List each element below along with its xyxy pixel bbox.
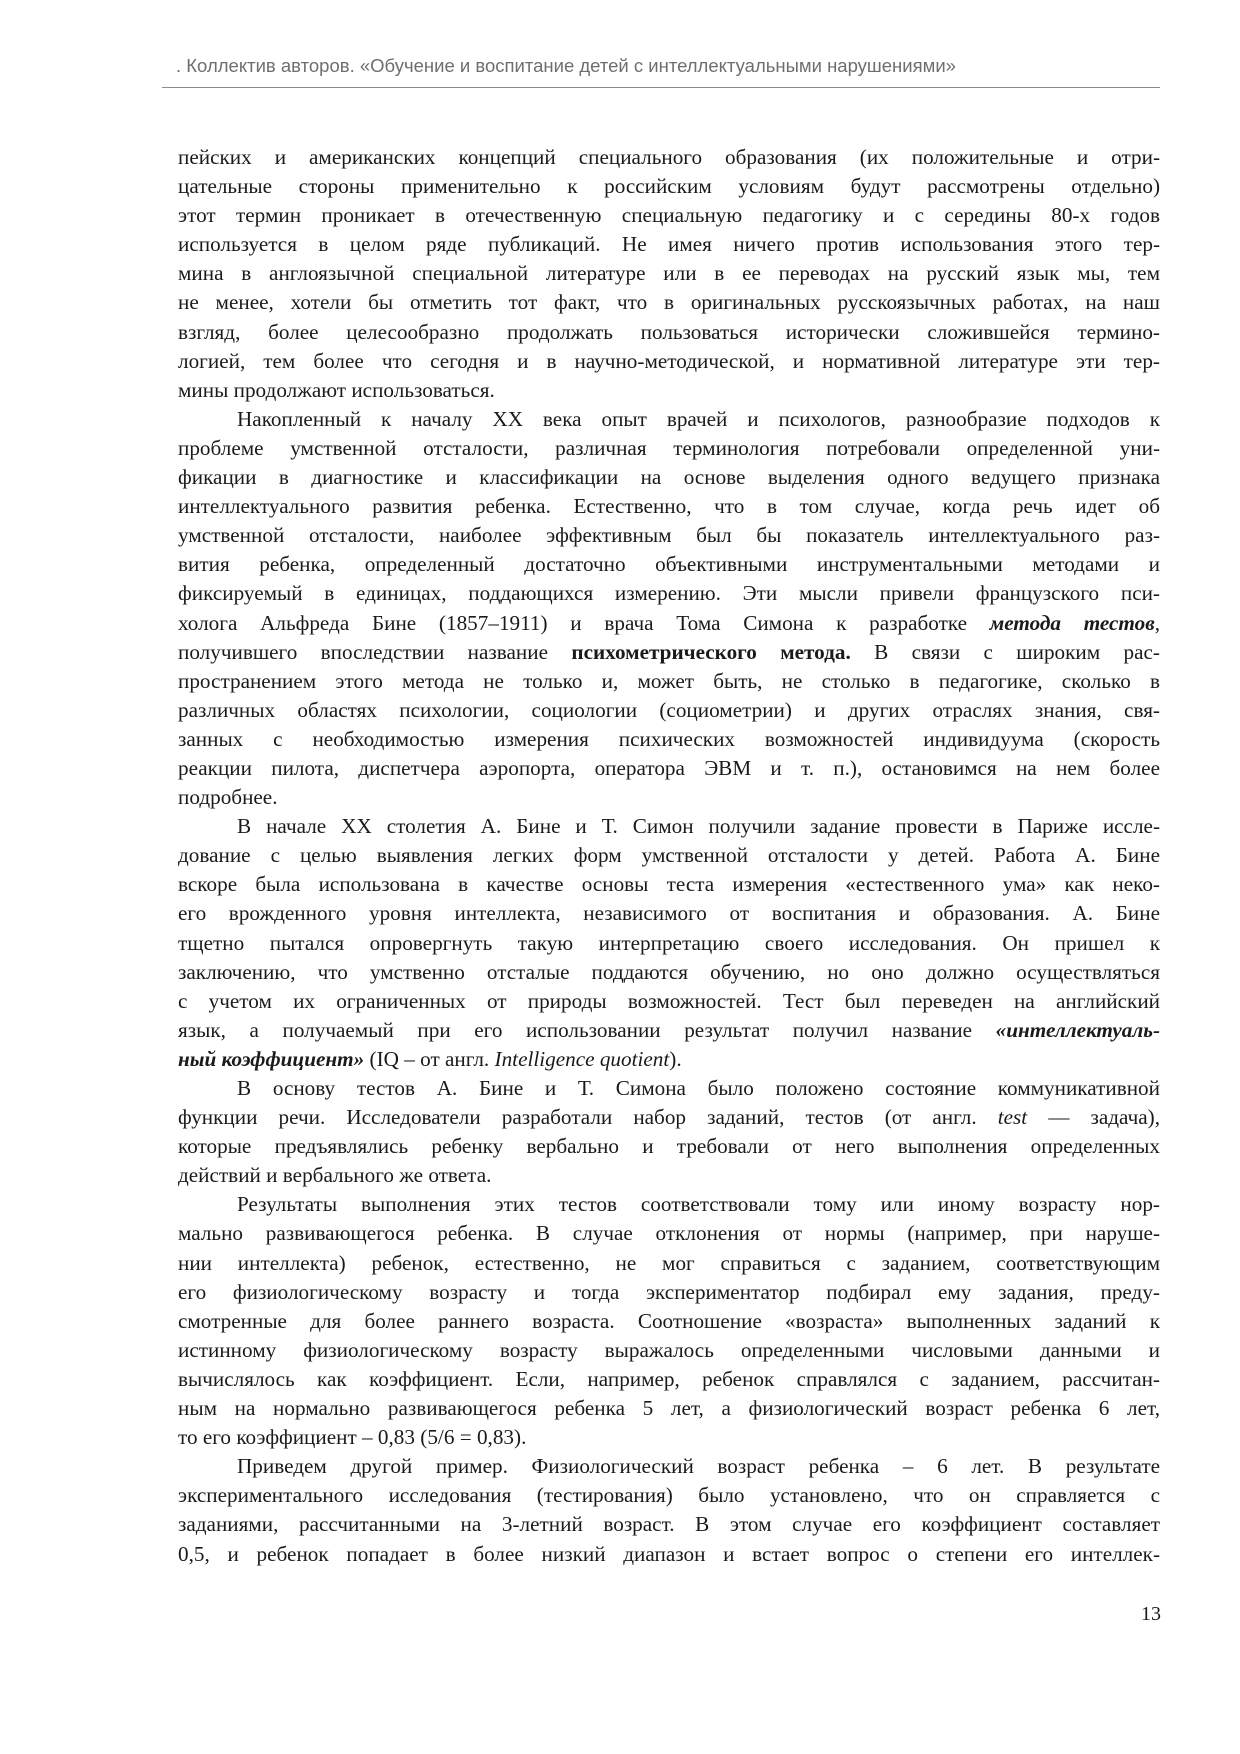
text-line: В начале XX столетия А. Бине и Т. Симон получили задание провести в Париже иссле- — [237, 814, 1160, 839]
text-run: — задача), — [1027, 1105, 1160, 1130]
text-line — [178, 638, 1160, 667]
running-header: . Коллектив авторов. «Обучение и воспитание детей с интеллектуальными нарушениями» — [176, 55, 956, 76]
text-line: истинному физиологическому возрасту выражалось определенными числовыми данными и — [178, 1337, 1160, 1362]
text-line: Приведем другой пример. Физиологический возраст ребенка – 6 лет. В результате — [237, 1454, 1160, 1479]
text-line: 0,5, и ребенок попадает в более низкий диапазон и встает вопрос о степени его интеллек- — [178, 1541, 1160, 1566]
term-iq-cont: ный коэффициент» — [178, 1046, 365, 1071]
text-line: вскоре была использована в качестве основы теста измерения «естественного ума» как неко- — [178, 872, 1160, 897]
text-run: В связи с широким рас- — [850, 639, 1160, 664]
text-line: проблеме умственной отсталости, различная терминология потребовали определенной уни- — [178, 435, 1160, 460]
text-line: этот термин проникает в отечественную специальную педагогику и с середины 80-х годов — [178, 203, 1160, 228]
text-line: подробнее. — [178, 785, 278, 810]
text-line — [178, 1016, 1160, 1045]
paragraph-5 — [178, 1190, 1160, 1452]
body-text — [178, 143, 1160, 1569]
paragraph-6 — [178, 1452, 1160, 1568]
text-line: фикации в диагностике и классификации на основе выделения одного ведущего признака — [178, 465, 1160, 490]
text-line — [178, 609, 1160, 638]
paragraph-1 — [178, 143, 1160, 405]
text-line: различных областях психологии, социологии (социометрии) и других отраслях знания, свя- — [178, 697, 1160, 722]
text-line: логией, тем более что сегодня и в научно-методической, и нормативной литературе эти тер- — [178, 348, 1160, 373]
text-run: ). — [669, 1046, 682, 1071]
text-line: ным на нормально развивающегося ребенка 5 лет, а физиологический возраст ребенка 6 лет, — [178, 1396, 1160, 1421]
text-line: мально развивающегося ребенка. В случае отклонения от нормы (например, при наруше- — [178, 1221, 1160, 1246]
text-run: (IQ – от англ. — [364, 1046, 495, 1071]
text-line: Результаты выполнения этих тестов соответствовали тому или иному возрасту нор- — [237, 1192, 1160, 1217]
text-line: пейских и американских концепций специального образования (их положительные и отри- — [178, 145, 1160, 169]
paragraph-4 — [178, 1074, 1160, 1190]
text-run: , — [1154, 610, 1160, 635]
text-line: используется в целом ряде публикаций. Не имея ничего против использования этого тер- — [178, 232, 1160, 257]
text-line: занных с необходимостью измерения психических возможностей индивидуума (скорость — [178, 726, 1160, 751]
term-psychometric-method: психометрического метода. — [571, 639, 851, 664]
text-line: не менее, хотели бы отметить тот факт, что в оригинальных русскоязычных работах, на наш — [178, 290, 1160, 315]
text-line: В основу тестов А. Бине и Т. Симона было положено состояние коммуникативной — [237, 1076, 1160, 1100]
paragraph-2 — [178, 405, 1160, 812]
text-line: которые предъявлялись ребенку вербально и требовали от него выполнения определенных — [178, 1134, 1160, 1159]
text-line: смотренные для более раннего возраста. Соотношение «возраста» выполненных заданий к — [178, 1308, 1160, 1333]
text-run: холога Альфреда Бине (1857–1911) и врача Тома Симона к разработке — [178, 610, 990, 635]
text-line: действий и вербального же ответа. — [178, 1163, 492, 1188]
header-rule — [162, 87, 1160, 88]
text-line: заданиями, рассчитанными на 3-летний возраст. В этом случае его коэффициент составляет — [178, 1512, 1160, 1537]
text-line: заключению, что умственно отсталые поддаются обучению, но оно должно осуществляться — [178, 959, 1160, 984]
text-line: вития ребенка, определенный достаточно объективными инструментальными методами и — [178, 552, 1160, 577]
text-line — [178, 1103, 1160, 1132]
term-intelligence-quotient: Intelligence quotient — [494, 1046, 670, 1071]
text-run: функции речи. Исследователи разработали набор заданий, тестов (от англ. — [178, 1105, 998, 1130]
text-line: взгляд, более целесообразно продолжать пользоваться исторически сложившейся термино- — [178, 319, 1160, 344]
text-line: тщетно пытался опровергнуть такую интерпретацию своего исследования. Он пришел к — [178, 930, 1160, 955]
text-line — [178, 1045, 1160, 1074]
text-line: то его коэффициент – 0,83 (5/6 = 0,83). — [178, 1425, 527, 1450]
paragraph-3 — [178, 812, 1160, 1074]
text-line: нии интеллекта) ребенок, естественно, не мог справиться с заданием, соответствующим — [178, 1250, 1160, 1275]
text-line: Накопленный к началу XX века опыт врачей и психологов, разнообразие подходов к — [237, 406, 1160, 431]
text-line: пространением этого метода не только и, может быть, не столько в педагогике, сколько в — [178, 668, 1160, 693]
text-line: дование с целью выявления легких форм умственной отсталости у детей. Работа А. Бине — [178, 843, 1160, 868]
text-run: получившего впоследствии название — [178, 639, 572, 664]
text-line: вычислялось как коэффициент. Если, например, ребенок справлялся с заданием, рассчитан- — [178, 1366, 1160, 1391]
term-iq: «интеллектуаль- — [995, 1017, 1160, 1042]
term-test: test — [997, 1105, 1028, 1130]
text-line: экспериментального исследования (тестирования) было установлено, что он справляется с — [178, 1483, 1160, 1508]
text-line: мина в англоязычной специальной литературе или в ее переводах на русский язык мы, тем — [178, 261, 1160, 286]
text-line: его физиологическому возрасту и тогда экспериментатор подбирал ему задания, преду- — [178, 1279, 1160, 1304]
text-line: с учетом их ограниченных от природы возможностей. Тест был переведен на английский — [178, 988, 1160, 1013]
term-method-of-tests: метода тестов — [989, 610, 1155, 635]
text-line: мины продолжают использоваться. — [178, 377, 495, 402]
text-line: интеллектуального развития ребенка. Естественно, что в том случае, когда речь идет об — [178, 494, 1160, 519]
text-run: язык, а получаемый при его использовании результат получил название — [178, 1017, 996, 1042]
text-line: умственной отсталости, наиболее эффективным был бы показатель интеллектуального раз- — [178, 523, 1160, 548]
text-line: реакции пилота, диспетчера аэропорта, оператора ЭВМ и т. п.), остановимся на нем более — [178, 755, 1160, 780]
text-line: цательные стороны применительно к российским условиям будут рассмотрены отдельно) — [178, 174, 1160, 199]
page-number: 13 — [1141, 1603, 1161, 1625]
text-line: фиксируемый в единицах, поддающихся измерению. Эти мысли привели французского пси- — [178, 581, 1160, 606]
text-line: его врожденного уровня интеллекта, независимого от воспитания и образования. А. Бине — [178, 901, 1160, 926]
